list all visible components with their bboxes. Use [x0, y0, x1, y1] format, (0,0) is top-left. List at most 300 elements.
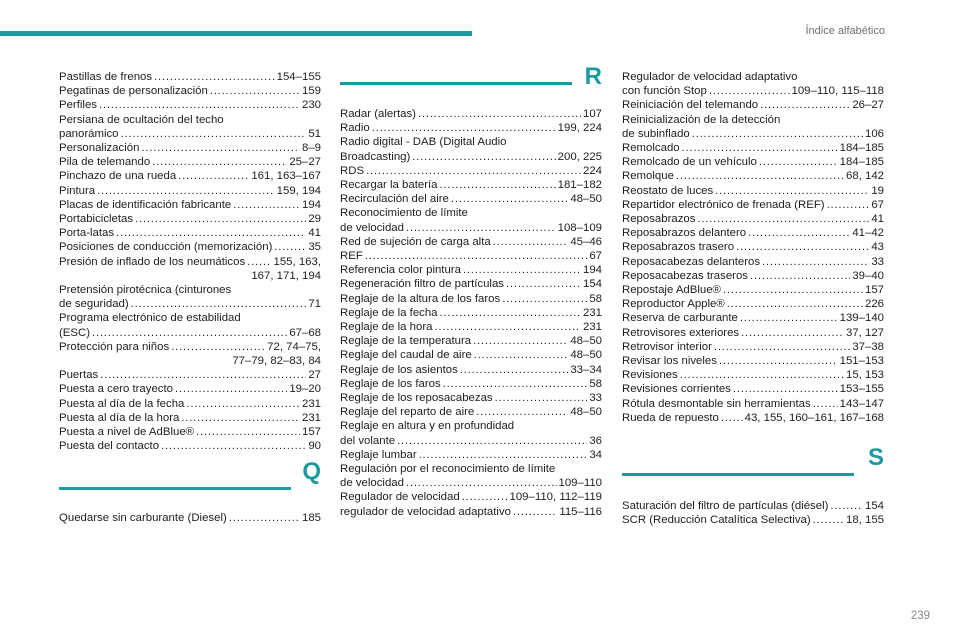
dot-leader	[733, 382, 838, 396]
entry-line	[340, 249, 602, 263]
entry-term: de seguridad)	[59, 298, 129, 311]
dot-leader	[419, 448, 588, 462]
page-reference: 107	[582, 108, 602, 120]
page-reference: 68, 142	[845, 170, 884, 183]
entry-term: Reconocimiento de límite	[340, 207, 468, 220]
dot-leader	[186, 397, 300, 411]
entry-line	[622, 127, 884, 141]
index-entry	[340, 121, 602, 135]
index-entry	[59, 283, 321, 311]
entry-term: Revisiones	[622, 369, 678, 382]
dot-leader	[513, 505, 557, 519]
entry-line	[340, 306, 602, 320]
header-accent-bar	[0, 31, 472, 36]
page-reference: 194	[301, 198, 321, 211]
entry-term: Radar (alertas)	[340, 108, 416, 120]
entry-term: Red de sujeción de carga alta	[340, 235, 491, 248]
entry-line	[59, 70, 321, 84]
index-entry	[59, 212, 321, 226]
dot-leader	[680, 368, 844, 382]
dot-leader	[727, 297, 863, 311]
page-reference: 231	[301, 411, 321, 424]
entry-term: Reglaje de los faros	[340, 377, 441, 390]
entry-term: de velocidad	[340, 477, 404, 490]
entry-term: Broadcasting)	[340, 150, 411, 163]
index-entry	[59, 141, 321, 155]
entry-line	[622, 155, 884, 169]
entry-term: Reglaje de la temperatura	[340, 335, 472, 348]
entry-term: Reglaje del reparto de aire	[340, 406, 475, 419]
index-entry	[340, 505, 602, 519]
index-entry	[340, 462, 602, 490]
entry-term: Repartidor electrónico de frenada (REF)	[622, 198, 825, 211]
index-entry	[340, 348, 602, 362]
page-reference: 71	[308, 298, 321, 311]
entry-line	[340, 348, 602, 362]
entry-term: (ESC)	[59, 326, 91, 339]
index-entry	[340, 249, 602, 263]
dot-leader	[692, 127, 863, 141]
dot-leader	[719, 354, 838, 368]
entry-term: Reglaje en altura y en profundidad	[340, 420, 515, 433]
entry-list	[59, 511, 321, 525]
dot-leader	[210, 84, 300, 98]
entry-line	[622, 354, 884, 368]
dot-leader	[473, 334, 568, 348]
entry-term: del volante	[340, 434, 396, 447]
index-entry	[59, 397, 321, 411]
dot-leader	[750, 269, 850, 283]
index-entry	[340, 306, 602, 320]
dot-leader	[476, 405, 568, 419]
page-reference: 37–38	[852, 340, 884, 353]
page-reference: 48–50	[570, 335, 602, 348]
dot-leader	[723, 283, 863, 297]
entry-line	[340, 263, 602, 277]
page-reference: 231	[301, 397, 321, 410]
page-reference: 25–27	[289, 156, 321, 169]
dot-leader	[714, 340, 850, 354]
dot-leader	[715, 184, 869, 198]
entry-term: Reposacabezas delanteros	[622, 255, 761, 268]
dot-leader	[440, 306, 581, 320]
entry-term: Pegatinas de personalización	[59, 85, 208, 98]
page-reference: 26–27	[852, 99, 884, 112]
index-entry	[622, 226, 884, 240]
entry-line	[59, 84, 321, 98]
index-column-3	[622, 70, 884, 527]
entry-list	[340, 107, 602, 519]
page-reference: 108–109	[557, 221, 602, 234]
entry-term: RDS	[340, 164, 365, 177]
page-reference: 106	[864, 127, 884, 140]
dot-leader	[830, 499, 863, 513]
entry-line	[59, 382, 321, 396]
entry-term: Reposacabezas traseros	[622, 269, 748, 282]
page-reference: 109–110	[558, 477, 602, 490]
index-entry	[59, 439, 321, 453]
entry-line	[59, 240, 321, 254]
index-entry	[340, 448, 602, 462]
entry-term: de velocidad	[340, 221, 404, 234]
entry-line	[59, 425, 321, 439]
index-entry	[59, 70, 321, 84]
entry-term: Rueda de repuesto	[622, 411, 719, 424]
index-entry	[340, 277, 602, 291]
index-entry	[340, 405, 602, 419]
dot-leader	[502, 292, 587, 306]
dot-leader	[161, 439, 306, 453]
page-reference: 41	[308, 227, 321, 240]
index-entry	[59, 340, 321, 368]
dot-leader	[365, 249, 588, 263]
entry-line	[622, 141, 884, 155]
entry-term: Remolcado	[622, 142, 680, 155]
dot-leader	[178, 169, 249, 183]
entry-term: Recargar la batería	[340, 179, 438, 192]
entry-line	[622, 326, 884, 340]
entry-line	[340, 178, 602, 192]
page-reference: 153–155	[839, 383, 884, 396]
entry-line	[59, 141, 321, 155]
page-reference: 58	[589, 292, 602, 305]
page-reference: 157	[301, 426, 321, 439]
entry-term: Posiciones de conducción (memorización)	[59, 241, 273, 254]
entry-line	[340, 221, 602, 235]
entry-term: Pretensión pirotécnica (cinturones	[59, 284, 232, 297]
dot-leader	[366, 164, 581, 178]
dot-leader	[506, 277, 581, 291]
dot-leader	[697, 212, 869, 226]
entry-list	[622, 499, 884, 527]
dot-leader	[99, 98, 300, 112]
page-reference: 27	[308, 369, 321, 382]
dot-leader	[181, 411, 300, 425]
dot-leader	[451, 192, 568, 206]
dot-leader	[412, 150, 555, 164]
entry-line	[59, 127, 321, 141]
entry-term: Referencia color pintura	[340, 264, 461, 277]
entry-term: Regulación por el reconocimiento de límite	[340, 463, 556, 476]
entry-term: Pintura	[59, 184, 96, 197]
entry-term: Repostaje AdBlue®	[622, 284, 721, 297]
index-entry	[59, 411, 321, 425]
page-reference: 159	[301, 85, 321, 98]
entry-line	[340, 391, 602, 405]
index-entry	[340, 377, 602, 391]
dot-leader	[175, 382, 287, 396]
index-entry	[340, 391, 602, 405]
entry-term: Personalización	[59, 142, 140, 155]
entry-line	[59, 340, 321, 354]
page-reference: 154	[582, 278, 602, 291]
dot-leader	[741, 326, 844, 340]
entry-line	[340, 235, 602, 249]
index-entry	[59, 311, 321, 339]
index-entry	[59, 425, 321, 439]
entry-line	[59, 98, 321, 112]
entry-term: Presión de inflado de los neumáticos	[59, 255, 246, 268]
page-reference: 29	[308, 213, 321, 226]
index-entry	[622, 326, 884, 340]
entry-term: REF	[340, 250, 363, 263]
entry-term: Regulador de velocidad adaptativo	[622, 71, 798, 83]
page-reference: 39–40	[852, 269, 884, 282]
entry-line	[340, 192, 602, 206]
entry-term: Regulador de velocidad	[340, 491, 460, 504]
entry-line	[340, 476, 602, 490]
index-entry	[622, 255, 884, 269]
index-entry	[622, 513, 884, 527]
dot-leader	[760, 98, 850, 112]
dot-leader	[736, 240, 869, 254]
dot-leader	[247, 255, 271, 269]
index-entry	[622, 169, 884, 183]
dot-leader	[709, 84, 790, 98]
entry-term: Pastillas de frenos	[59, 71, 153, 83]
section-divider	[59, 487, 291, 490]
page-reference: 67–68	[289, 326, 321, 339]
index-entry	[622, 198, 884, 212]
entry-term: de subinflado	[622, 127, 690, 140]
index-entry	[59, 169, 321, 183]
dot-leader	[406, 221, 556, 235]
entry-term: Placas de identificación fabricante	[59, 198, 232, 211]
entry-line	[622, 340, 884, 354]
entry-line	[340, 320, 602, 334]
entry-term: Puesta a cero trayecto	[59, 383, 173, 396]
entry-term: Reglaje de los asientos	[340, 363, 458, 376]
entry-line	[340, 490, 602, 504]
index-entry	[622, 382, 884, 396]
dot-leader	[135, 212, 306, 226]
index-entry	[59, 113, 321, 141]
entry-term: Reposabrazos trasero	[622, 241, 735, 254]
entry-term: Reglaje de los reposacabezas	[340, 392, 493, 405]
page-reference: 67	[871, 198, 884, 211]
index-entry	[622, 70, 884, 98]
page-reference: 8–9	[301, 142, 321, 155]
dot-leader	[443, 377, 588, 391]
entry-line	[622, 499, 884, 513]
entry-term: con función Stop	[622, 85, 707, 98]
index-entry	[340, 192, 602, 206]
index-entry	[622, 283, 884, 297]
entry-term: Reserva de carburante	[622, 312, 738, 325]
entry-term: Radio	[340, 122, 370, 135]
entry-line	[622, 297, 884, 311]
index-entry	[59, 511, 321, 525]
page-reference-continued: 77–79, 82–83, 84	[232, 355, 321, 368]
section-letter: S	[867, 444, 884, 472]
entry-line	[59, 439, 321, 453]
entry-term: Reinicialización de la detección	[622, 113, 781, 126]
index-entry	[622, 141, 884, 155]
section-divider	[340, 82, 572, 85]
entry-line	[622, 368, 884, 382]
entry-line	[622, 283, 884, 297]
page-reference: 155, 163,	[273, 255, 321, 268]
index-entry	[59, 368, 321, 382]
index-entry	[340, 206, 602, 234]
entry-line	[340, 164, 602, 178]
entry-term: Regeneración filtro de partículas	[340, 278, 504, 291]
index-column-2	[340, 63, 602, 519]
dot-leader	[762, 255, 869, 269]
entry-term: Portabicicletas	[59, 213, 134, 226]
entry-line	[622, 311, 884, 325]
index-entry	[340, 178, 602, 192]
dot-leader	[759, 155, 838, 169]
index-entry	[59, 184, 321, 198]
entry-term: Rótula desmontable sin herramientas	[622, 397, 811, 410]
index-entry	[59, 198, 321, 212]
page-reference: 72, 74–75,	[267, 340, 321, 353]
entry-line	[59, 155, 321, 169]
entry-term: regulador de velocidad adaptativo	[340, 505, 511, 518]
entry-term: panorámico	[59, 127, 119, 140]
page-reference: 185	[301, 512, 321, 525]
dot-leader	[92, 326, 287, 340]
index-entry	[622, 184, 884, 198]
dot-leader	[434, 320, 581, 334]
entry-line	[59, 198, 321, 212]
entry-term: Reglaje de la fecha	[340, 306, 438, 319]
page-reference: 19	[871, 184, 884, 197]
dot-leader	[460, 363, 569, 377]
index-entry	[59, 255, 321, 283]
dot-leader	[116, 226, 306, 240]
entry-line	[340, 505, 602, 519]
dot-leader	[152, 155, 287, 169]
index-entry	[59, 226, 321, 240]
page-reference: 194	[582, 264, 602, 277]
entry-line	[622, 169, 884, 183]
dot-leader	[141, 141, 300, 155]
entry-line	[622, 255, 884, 269]
section-header-s	[622, 444, 884, 499]
page-reference: 15, 153	[845, 369, 884, 382]
section-letter: Q	[302, 458, 321, 486]
index-entry	[622, 397, 884, 411]
entry-line	[340, 377, 602, 391]
page-reference: 67	[589, 250, 602, 263]
dot-leader	[813, 397, 838, 411]
dot-leader	[274, 240, 306, 254]
dot-leader	[462, 490, 508, 504]
entry-term: Reglaje de la hora	[340, 321, 433, 334]
dot-leader	[676, 169, 844, 183]
page-reference: 48–50	[570, 349, 602, 362]
index-entry	[622, 269, 884, 283]
entry-term: Puesta al día de la fecha	[59, 397, 185, 410]
entry-line	[59, 212, 321, 226]
page-reference: 161, 163–167	[251, 170, 321, 183]
index-entry	[622, 340, 884, 354]
dot-leader	[131, 297, 307, 311]
page-number: 239	[910, 610, 930, 622]
page-reference: 35	[308, 241, 321, 254]
dot-leader	[813, 513, 844, 527]
entry-term: Reproductor Apple®	[622, 298, 725, 311]
index-entry	[340, 135, 602, 163]
entry-line	[622, 269, 884, 283]
index-entry	[340, 164, 602, 178]
entry-term: Pila de telemando	[59, 156, 151, 169]
index-entry	[622, 155, 884, 169]
entry-term: Recirculación del aire	[340, 193, 449, 206]
entry-line	[622, 397, 884, 411]
page-reference: 36	[589, 434, 602, 447]
entry-line	[622, 226, 884, 240]
entry-term: Protección para niños	[59, 340, 170, 353]
entry-term: Puertas	[59, 369, 99, 382]
entry-line	[59, 184, 321, 198]
dot-leader	[493, 235, 569, 249]
index-entry	[59, 98, 321, 112]
entry-line	[622, 382, 884, 396]
entry-line	[622, 240, 884, 254]
dot-leader	[100, 368, 306, 382]
entry-line	[622, 212, 884, 226]
entry-term: Reostato de luces	[622, 184, 714, 197]
dot-leader	[474, 348, 569, 362]
index-entry	[59, 240, 321, 254]
entry-line	[59, 511, 321, 525]
page-reference: 184–185	[839, 156, 884, 169]
index-entry	[340, 107, 602, 121]
entry-line	[622, 84, 884, 98]
index-entry	[622, 368, 884, 382]
page-reference: 159, 194	[276, 184, 321, 197]
dot-leader	[495, 391, 588, 405]
entry-line	[340, 277, 602, 291]
page-header-title: Índice alfabético	[805, 25, 885, 37]
page-reference: 109–110, 112–119	[509, 491, 602, 504]
entry-term: Programa electrónico de estabilidad	[59, 312, 241, 325]
dot-leader	[721, 411, 743, 425]
index-entry	[340, 334, 602, 348]
page-reference: 115–116	[559, 505, 602, 518]
index-entry	[622, 311, 884, 325]
section-divider	[622, 473, 854, 476]
entry-line	[59, 297, 321, 311]
page-reference: 199, 224	[557, 122, 602, 135]
entry-term: Pinchazo de una rueda	[59, 170, 177, 183]
entry-term: Reposabrazos	[622, 213, 696, 226]
index-entry	[340, 363, 602, 377]
index-entry	[59, 382, 321, 396]
page-reference: 19–20	[289, 383, 321, 396]
dot-leader	[397, 434, 587, 448]
entry-term: Revisar los niveles	[622, 355, 717, 368]
entry-line	[59, 169, 321, 183]
index-entry	[340, 292, 602, 306]
dot-leader	[440, 178, 556, 192]
entry-term: SCR (Reducción Catalítica Selectiva)	[622, 514, 811, 527]
entry-term: Persiana de ocultación del techo	[59, 113, 224, 126]
page-reference: 45–46	[570, 235, 602, 248]
page-reference: 37, 127	[845, 326, 884, 339]
entry-line	[340, 434, 602, 448]
page-reference: 143–147	[839, 397, 884, 410]
index-entry	[340, 419, 602, 447]
entry-line	[340, 448, 602, 462]
index-entry	[622, 499, 884, 513]
entry-line	[622, 513, 884, 527]
dot-leader	[418, 107, 581, 121]
entry-line	[59, 397, 321, 411]
